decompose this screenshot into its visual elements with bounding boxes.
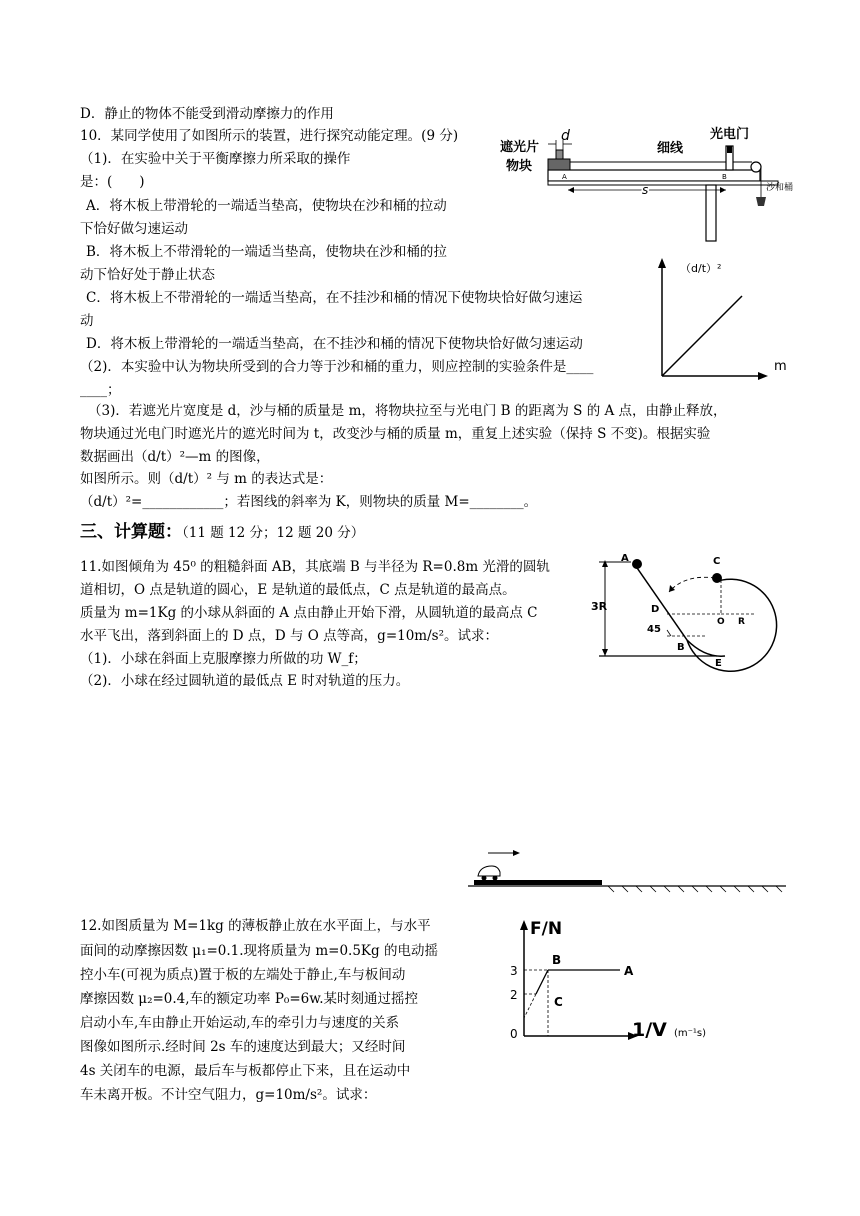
q10-option-d: D．将木板上带滑轮的一端适当垫高，在不挂沙和桶的情况下使物块恰好做匀速运动 xyxy=(86,336,583,352)
label-gate: 光电门 xyxy=(710,127,750,142)
q12-text7: 4s 关闭车的电源，最后车与板都停止下来，且在运动中 xyxy=(80,1063,411,1079)
graph2-xunit: (m⁻¹s) xyxy=(674,1028,707,1039)
q11-part1: （1)．小球在斜面上克服摩擦力所做的功 W_f； xyxy=(80,651,367,667)
q11-part2: （2)．小球在经过圆轨道的最低点 E 时对轨道的压力。 xyxy=(80,673,410,689)
q10-part1-answer: 是：( ) xyxy=(80,174,145,190)
q11-text4: 水平飞出，落到斜面上的 D 点，D 与 O 点等高，g=10m/s²。试求： xyxy=(80,628,498,644)
label-a: A xyxy=(562,173,567,181)
y-arrow-icon xyxy=(520,920,528,930)
graph2-xlabel: 1/V xyxy=(632,1019,667,1041)
tick-2: 2 xyxy=(510,988,518,1002)
wooden-board xyxy=(548,170,760,181)
track-figure xyxy=(585,552,785,670)
ball-c-icon xyxy=(712,573,722,583)
y-arrow-icon xyxy=(658,258,666,268)
label-sand: 沙和桶 xyxy=(766,183,794,193)
table-leg xyxy=(706,185,716,241)
cart-icon xyxy=(478,866,500,876)
label-d: D xyxy=(651,604,660,615)
graph1-xlabel: m xyxy=(774,359,787,374)
label-d: d xyxy=(561,128,570,144)
circular-track xyxy=(687,579,777,671)
q12-text4: 摩擦因数 μ₂=0.4,车的额定功率 P₀=6w.某时刻通过摇控 xyxy=(80,991,418,1007)
block xyxy=(548,159,570,170)
q12-text3: 控小车(可视为质点)置于板的左端处于静止,车与板间动 xyxy=(80,967,406,983)
q10-option-b: B．将木板上不带滑轮的一端适当垫高，使物块在沙和桶的拉 xyxy=(86,244,447,260)
cart-board-figure xyxy=(468,846,788,892)
q10-option-c: C．将木板上不带滑轮的一端适当垫高，在不挂沙和桶的情况下使物块恰好做匀速运 xyxy=(86,290,583,306)
graph-f-1v xyxy=(500,914,740,1044)
label-angle: 45 xyxy=(647,624,661,635)
tick-0: 0 xyxy=(510,1027,518,1041)
graph2-ylabel: F/N xyxy=(530,919,563,939)
q10-title: 10．某同学使用了如图所示的装置，进行探究动能定理。(9 分) xyxy=(80,128,459,144)
label-b: B xyxy=(722,173,727,181)
shade-plate xyxy=(556,150,563,159)
label-block: 物块 xyxy=(506,159,533,174)
graph1-ylabel: （d/t）² xyxy=(680,262,722,275)
label-a: A xyxy=(621,553,629,564)
q10-part3-cont2: 数据画出（d/t）²—m 的图像， xyxy=(80,449,270,465)
q11-text3: 质量为 m=1Kg 的小球从斜面的 A 点由静止开始下滑，从圆轨道的最高点 C xyxy=(80,605,538,621)
x-arrow-icon xyxy=(758,372,768,380)
point-b: B xyxy=(552,953,562,967)
table-top xyxy=(548,181,778,185)
q11-text1: 11.如图倾角为 45⁰ 的粗糙斜面 AB，其底端 B 与半径为 R=0.8m 光滑的圆轨 xyxy=(80,559,550,575)
q10-option-b-cont: 动下恰好处于静止状态 xyxy=(80,267,215,283)
q10-part2: （2)．本实验中认为物块所受到的合力等于沙和桶的重力，则应控制的实验条件是____ xyxy=(80,359,594,375)
section-note: （11 题 12 分；12 题 20 分） xyxy=(182,525,365,541)
q10-part3-formula: （d/t）²=____________；若图线的斜率为 K，则物块的质量 M=________。 xyxy=(80,494,538,510)
tick-3: 3 xyxy=(510,964,518,978)
q10-part3-cont1: 物块通过光电门时遮光片的遮光时间为 t，改变沙与桶的质量 m，重复上述实验（保持 S 不变)。根据实验 xyxy=(80,426,711,442)
q10-part1: （1)．在实验中关于平衡摩擦力所采取的操作 xyxy=(80,151,351,167)
q12-text2: 面间的动摩擦因数 μ₁=0.1.现将质量为 m=0.5Kg 的电动摇 xyxy=(80,943,438,959)
label-c: C xyxy=(713,556,721,567)
q10-part3-cont3: 如图所示。则（d/t）² 与 m 的表达式是： xyxy=(80,471,333,487)
q10-option-a-cont: 下恰好做匀速运动 xyxy=(80,221,188,237)
section-title: 三、计算题： xyxy=(80,522,182,542)
q12-text8: 车未离开板。不计空气阻力，g=10m/s²。试求： xyxy=(80,1087,377,1103)
q10-part2-cont: ____； xyxy=(80,382,121,398)
section-heading xyxy=(80,520,364,545)
label-3r: 3R xyxy=(591,600,608,613)
q10-option-a: A．将木板上带滑轮的一端适当垫高，使物块在沙和桶的拉动 xyxy=(86,198,447,214)
trajectory xyxy=(669,577,715,592)
q10-option-c-cont: 动 xyxy=(80,313,94,329)
label-o: O xyxy=(717,617,725,627)
q12-text1: 12.如图质量为 M=1kg 的薄板静止放在水平面上，与水平 xyxy=(80,918,431,934)
apparatus-figure xyxy=(500,122,800,247)
label-s: s xyxy=(642,183,649,197)
q10-part3: （3)．若遮光片宽度是 d，沙与桶的质量是 m，将物块拉至与光电门 B 的距离为 S 的 A 点，由静止释放， xyxy=(88,403,727,419)
point-a: A xyxy=(624,964,634,978)
pulley-icon xyxy=(751,162,761,172)
option-d-q9: D．静止的物体不能受到滑动摩擦力的作用 xyxy=(80,106,334,122)
bucket-icon xyxy=(756,197,766,206)
q11-text2: 道相切，O 点是轨道的圆心，E 是轨道的最低点，C 点是轨道的最高点。 xyxy=(80,582,516,598)
label-string: 细线 xyxy=(657,141,684,156)
label-r: R xyxy=(738,617,745,627)
point-c: C xyxy=(554,995,563,1009)
line-bc xyxy=(536,970,548,994)
data-line xyxy=(662,296,742,376)
label-b: B xyxy=(677,642,685,653)
board xyxy=(474,880,602,885)
label-shade: 遮光片 xyxy=(500,140,540,155)
q12-text5: 启动小车,车由静止开始运动,车的牵引力与速度的关系 xyxy=(80,1015,400,1031)
q12-text6: 图像如图所示.经时间 2s 车的速度达到最大；又经时间 xyxy=(80,1039,406,1055)
ball-a-icon xyxy=(632,559,642,569)
label-e: E xyxy=(715,658,722,669)
graph-dt2-m xyxy=(650,256,800,386)
